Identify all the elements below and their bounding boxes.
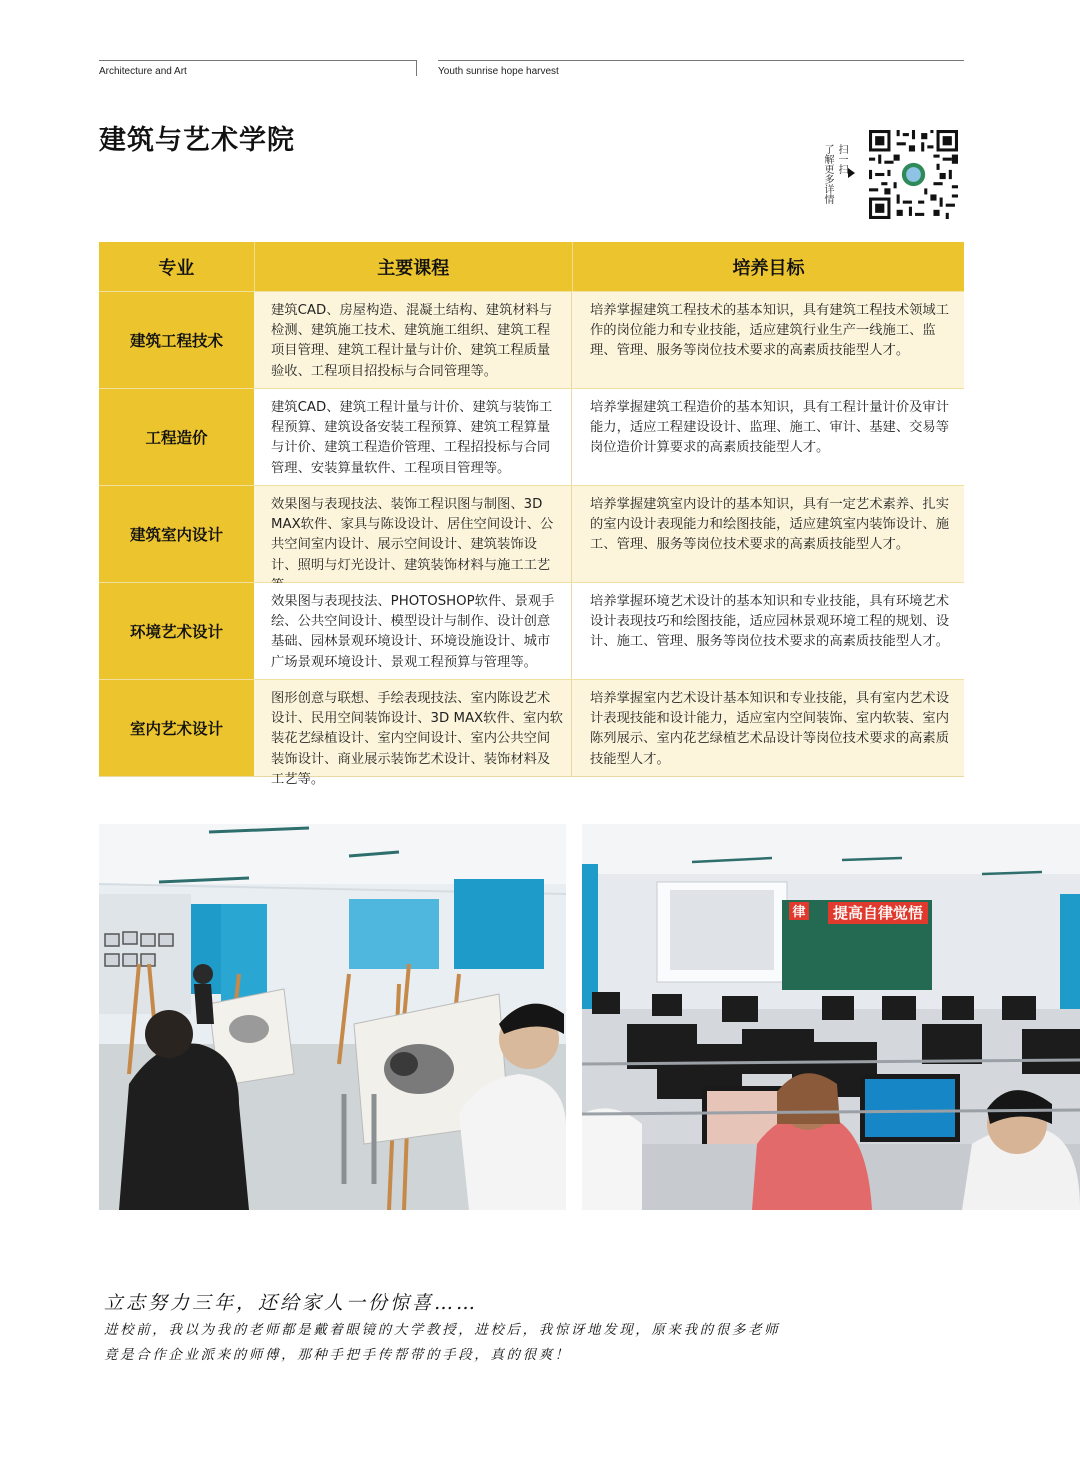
qr-code[interactable] <box>869 130 958 219</box>
course-list: 效果图与表现技法、装饰工程识图与制图、3D MAX软件、家具与陈设设计、居住空间设计、公共空间室内设计、展示空间设计、建筑装饰设计、照明与灯光设计、建筑装饰材料与施工工艺 <box>254 486 572 582</box>
course-list: 图形创意与联想、手绘表现技法、室内陈设艺术设计、民用空间装饰设计、3D MAX软件、室内软装花艺绿植设计、室内空间设计、室内公共空间装饰设计、商业展示装饰艺术设计、装饰材料及工艺等。 <box>254 680 572 776</box>
header-left-text: Architecture and Art <box>99 66 187 77</box>
training-goal: 培养掌握室内艺术设计基本知识和专业技能，具有室内艺术设计表现技能和设计能力，适应室内空间装饰、室内软装、室内陈列展示、室内花艺绿植艺术品设计等岗位技术要求的高素质技能型人才。 <box>572 680 964 776</box>
training-goal: 培养掌握建筑工程技术的基本知识，具有建筑工程技术领域工作的岗位能力和专业技能，适应建筑行业生产一线施工、监理、管理、服务等岗位技术要求的高素质技能型人才。 <box>572 292 964 388</box>
table-row <box>99 388 964 485</box>
table-row <box>99 291 964 388</box>
header-goal: 培养目标 <box>732 257 805 279</box>
header-right-text: Youth sunrise hope harvest <box>438 66 559 77</box>
triangle-arrow-icon <box>848 168 855 178</box>
header-rule-divider <box>416 60 417 76</box>
major-name: 建筑工程技术 <box>99 292 254 388</box>
table-header <box>99 242 964 291</box>
table-row <box>99 485 964 582</box>
major-name: 室内艺术设计 <box>99 680 254 776</box>
quote-line-1: 进校前，我以为我的老师都是戴着眼镜的大学教授，进校后，我惊讶地发现，原来我的很多老师 <box>104 1322 781 1338</box>
course-list: 建筑CAD、建筑工程计量与计价、建筑与装饰工程预算、建筑设备安装工程预算、建筑工程算量与计价、建筑工程造价管理、工程招投标与合同管理、安装算量软件、工程项目管理等。 <box>254 389 572 485</box>
header-rule-left <box>99 60 417 61</box>
training-goal: 培养掌握建筑工程造价的基本知识，具有工程计量计价及审计能力，适应工程建设设计、监理、施工、审计、基建、交易等岗位造价计算要求的高素质技能型人才。 <box>572 389 964 485</box>
scan-label: 扫一扫 <box>836 144 847 174</box>
photo-computer-lab <box>582 824 1080 1210</box>
photo-art-studio <box>99 824 566 1210</box>
course-list: 建筑CAD、房屋构造、混凝土结构、建筑材料与检测、建筑施工技术、建筑施工组织、建筑工程项目管理、建筑工程计量与计价、建筑工程质量验收、工程项目招投标与合同管理等。 <box>254 292 572 388</box>
quote-line-2: 竟是合作企业派来的师傅，那种手把手传帮带的手段，真的很爽！ <box>104 1347 571 1363</box>
majors-table <box>99 242 964 787</box>
major-name: 环境艺术设计 <box>99 583 254 679</box>
major-name: 工程造价 <box>99 389 254 485</box>
header-courses: 主要课程 <box>255 242 573 291</box>
classroom-banner: 提高自律觉悟 <box>832 904 924 922</box>
course-list: 效果图与表现技法、PHOTOSHOP软件、景观手绘、公共空间设计、模型设计与制作、设计创意基础、园林景观环境设计、环境设施设计、城市广场景观环境设计、景观工程预算与管理等。 <box>254 583 572 679</box>
table-row <box>99 679 964 787</box>
training-goal: 培养掌握建筑室内设计的基本知识，具有一定艺术素养、扎实的室内设计表现能力和绘图技能，适应建筑室内装饰设计、施工、管理、服务等岗位技术要求的高素质技能型人才。 <box>572 486 964 582</box>
table-row <box>99 582 964 679</box>
major-name: 建筑室内设计 <box>99 486 254 582</box>
banner-fragment: 律 <box>792 905 806 920</box>
page-title: 建筑与艺术学院 <box>99 125 295 156</box>
header-rule-right <box>438 60 964 61</box>
training-goal: 培养掌握环境艺术设计的基本知识和专业技能，具有环境艺术设计表现技巧和绘图技能，适应园林景观环境工程的规划、设计、施工、管理、服务等岗位技术要求的高素质技能型人才。 <box>572 583 964 679</box>
scan-sublabel: 了解更多详情 <box>822 144 833 204</box>
header-major: 专业 <box>99 242 255 291</box>
quote-heading: 立志努力三年，还给家人一份惊喜…… <box>104 1292 479 1314</box>
